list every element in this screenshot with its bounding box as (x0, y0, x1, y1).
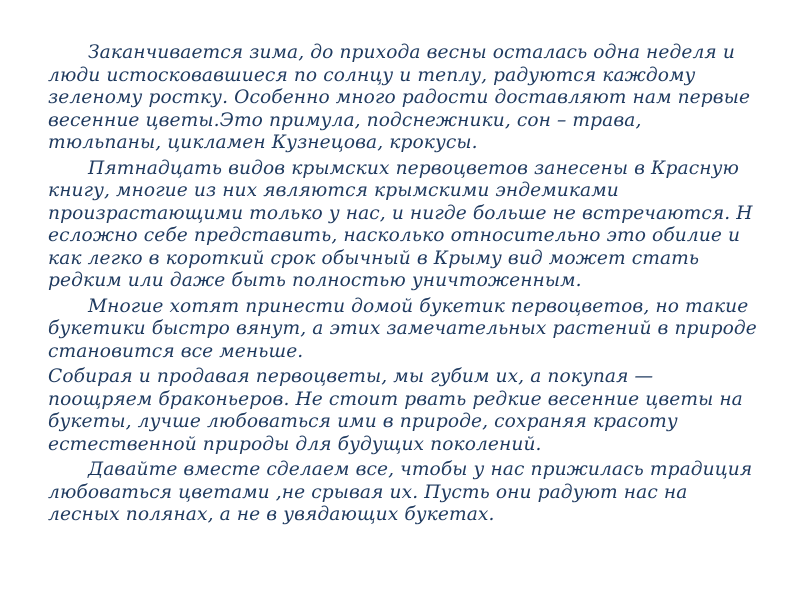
paragraph-1: Заканчивается зима, до прихода весны осталась одна неделя и люди истосковавшиеся по солнцу и теплу, радуются каждому зеленому ростку. Особенно много радости доставляют нам первые весенние цветы.Это примула, подснежники, сон – трава, тюльпаны, цикламен Кузнецова, крокусы. (48, 42, 751, 153)
paragraph-2: Пятнадцать видов крымских первоцветов занесены в Красную книгу, многие из них являются крымскими эндемиками произрастающими только у нас, и нигде больше не встречаются. Н есложно себе представить, насколько относительно это обилие и как легко в короткий срок обычный в Крыму вид может стать редким или даже быть полностью уничтоженным. (48, 157, 753, 291)
paragraph-4: Собирая и продавая первоцветы, мы губим их, а покупая — поощряем браконьеров. Не стоит рвать редкие весенние цветы на букеты, лучше любоваться ими в природе, сохраняя красоту естественной природы для будущих поколений. (48, 366, 743, 455)
paragraph-3: Многие хотят принести домой букетик первоцветов, но такие букетики быстро вянут, а этих замечательных растений в природе становится все меньше. (48, 295, 757, 362)
paragraph-5: Давайте вместе сделаем все, чтобы у нас прижилась традиция любоваться цветами ,не срывая их. Пусть они радуют нас на лесных полянах, а не в увядающих букетах. (48, 459, 753, 525)
text-body (48, 42, 760, 530)
